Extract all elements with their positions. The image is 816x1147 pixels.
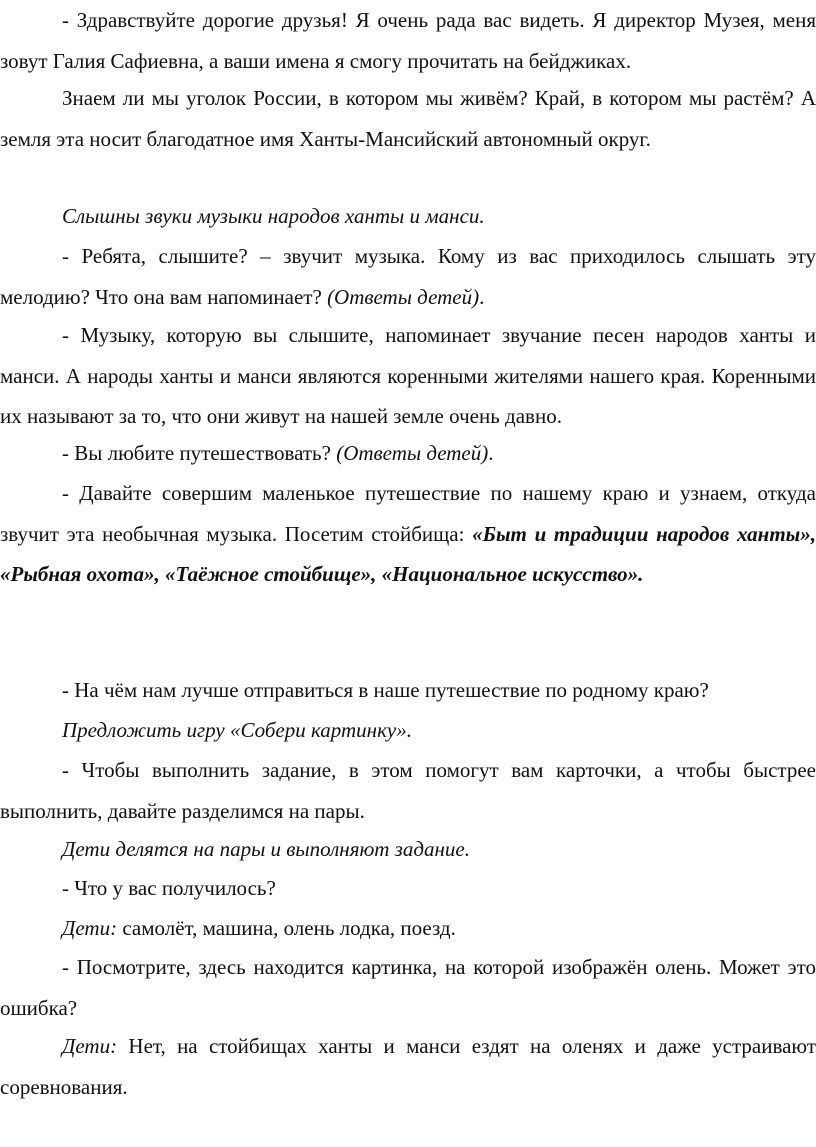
children-answers-note: (Ответы детей) (336, 441, 489, 465)
paragraph-text: - Вы любите путешествовать? (62, 441, 337, 465)
paragraph-stage-game (0, 710, 816, 751)
paragraph-transport-question (0, 670, 816, 711)
punctuation: . (488, 441, 494, 465)
paragraph-children-answer (0, 908, 816, 949)
paragraph-region-question (0, 78, 816, 159)
paragraph-text: Знаем ли мы уголок России, в котором мы живём? Край, в котором мы растём? А земля эта носит благодатное имя Ханты-Мансийский автономный округ. (0, 86, 816, 151)
paragraph-text: - Чтобы выполнить задание, в этом помогут вам карточки, а чтобы быстрее выполнить, давайте разделимся на пары. (0, 758, 816, 823)
punctuation: . (479, 284, 485, 309)
stage-direction: Предложить игру «Собери картинку». (62, 718, 412, 742)
paragraph-text: - Ребята, слышите? – звучит музыка. Кому из вас приходилось слышать эту мелодию? Что она вам напоминает? (0, 244, 816, 309)
speaker-label: Дети: (62, 916, 118, 940)
paragraph-greeting (0, 0, 816, 81)
paragraph-text: - Музыку, которую вы слышите, напоминает звучание песен народов ханты и манси. А народы ханты и манси являются коренными жителями нашего края. Коренными их называют за то, что они живут на нашей земле очень давно. (0, 323, 816, 428)
paragraph-stage-pairs (0, 829, 816, 870)
stage-direction: Дети делятся на пары и выполняют задание. (62, 837, 470, 861)
paragraph-result-question (0, 868, 816, 909)
answer-text: самолёт, машина, олень лодка, поезд. (117, 916, 456, 940)
paragraph-text: - На чём нам лучше отправиться в наше путешествие по родному краю? (62, 678, 709, 702)
camp-names: «Быт и традиции народов ханты», «Рыбная охота», «Таёжное стойбище», «Национальное искусство». (0, 521, 816, 586)
paragraph-text: - Давайте совершим маленькое путешествие по нашему краю и узнаем, откуда звучит эта необычная музыка. Посетим стойбища: (0, 481, 816, 546)
paragraph-task (0, 750, 816, 831)
stage-direction: Слышны звуки музыки народов ханты и манси. (62, 204, 485, 228)
paragraph-stage-music (0, 196, 816, 237)
paragraph-deer-question (0, 947, 816, 1028)
speaker-label: Дети: (62, 1034, 118, 1058)
paragraph-text: - Что у вас получилось? (62, 876, 276, 900)
paragraph-travel-question (0, 433, 816, 474)
paragraph-indigenous-peoples (0, 315, 816, 437)
paragraph-text: - Посмотрите, здесь находится картинка, на которой изображён олень. Может это ошибка? (0, 955, 816, 1020)
paragraph-children-deer-answer (0, 1026, 816, 1107)
paragraph-listen-question (0, 236, 816, 317)
paragraph-journey (0, 473, 816, 595)
paragraph-text: - Здравствуйте дорогие друзья! Я очень рада вас видеть. Я директор Музея, меня зовут Галия Сафиевна, а ваши имена я смогу прочитать на бейджиках. (0, 8, 816, 73)
children-answers-note: (Ответы детей) (327, 284, 480, 309)
answer-text: Нет, на стойбищах ханты и манси ездят на оленях и даже устраивают соревнования. (0, 1034, 816, 1099)
